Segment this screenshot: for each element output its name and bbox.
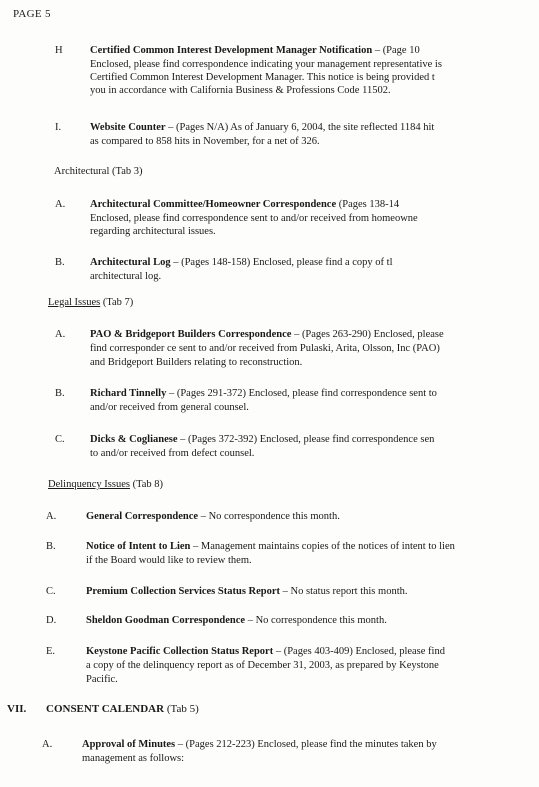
section-delinquency xyxy=(48,479,163,490)
section-architectural: Architectural (Tab 3) xyxy=(54,166,143,177)
item-letter: C. xyxy=(46,586,56,597)
item-inline-text: – (Pages 148-158) Enclosed, please find a copy of tl xyxy=(170,257,393,268)
item-title: Certified Common Interest Development Manager Notification xyxy=(90,45,373,56)
item-inline-text: – Management maintains copies of the notices of intent to lien xyxy=(190,541,455,552)
item-first-line xyxy=(90,387,520,401)
item-title: Website Counter xyxy=(90,122,166,133)
item-first-line xyxy=(90,121,520,135)
item-line: as compared to 858 hits in November, for a net of 326. xyxy=(90,136,320,147)
item-title: Approval of Minutes xyxy=(82,739,176,750)
item-inline-text: – No status report this month. xyxy=(280,586,408,597)
item-line: find corresponder ce sent to and/or received from Pulaski, Arita, Olsson, Inc (PAO) xyxy=(90,343,440,354)
item-line: Enclosed, please find correspondence indicating your management representative is xyxy=(90,59,442,70)
item-letter: E. xyxy=(46,646,56,657)
section-title: CONSENT CALENDAR xyxy=(46,703,165,715)
item-title: Premium Collection Services Status Report xyxy=(86,586,281,597)
item-inline-text: – (Pages N/A) As of January 6, 2004, the site reflected 1184 hit xyxy=(165,122,435,133)
section-title: Delinquency Issues xyxy=(48,479,130,490)
item-letter: I. xyxy=(55,122,62,133)
section-numeral: VII. xyxy=(7,703,27,715)
item-line: you in accordance with California Business & Professions Code 11502. xyxy=(90,85,391,96)
item-letter: C. xyxy=(55,434,65,445)
item-inline-text: (Pages 138-14 xyxy=(336,199,400,210)
item-title: PAO & Bridgeport Builders Correspondence xyxy=(90,329,292,340)
item-letter: A. xyxy=(55,199,66,210)
item-first-line xyxy=(86,645,520,659)
item-inline-text: – No correspondence this month. xyxy=(245,615,387,626)
item-line: regarding architectural issues. xyxy=(90,226,216,237)
item-letter: A. xyxy=(46,511,57,522)
item-letter: D. xyxy=(46,615,57,626)
page-number: PAGE 5 xyxy=(13,8,51,20)
section-title: Legal Issues xyxy=(48,297,101,308)
section-tab: (Tab 7) xyxy=(100,297,134,308)
item-line: Certified Common Interest Development Manager. This notice is being provided t xyxy=(90,72,435,83)
item-inline-text: – No correspondence this month. xyxy=(198,511,340,522)
item-line: architectural log. xyxy=(90,271,162,282)
item-inline-text: – (Pages 291-372) Enclosed, please find correspondence sent to xyxy=(166,388,437,399)
item-letter: B. xyxy=(46,541,56,552)
item-first-line xyxy=(90,328,520,342)
item-line: and Bridgeport Builders relating to reconstruction. xyxy=(90,357,303,368)
item-title: Sheldon Goodman Correspondence xyxy=(86,615,246,626)
section-tab: (Tab 8) xyxy=(129,479,164,490)
item-first-line xyxy=(90,198,520,212)
item-first-line xyxy=(90,256,520,270)
item-line: management as follows: xyxy=(82,753,185,764)
item-line: to and/or received from defect counsel. xyxy=(90,448,255,459)
item-letter: B. xyxy=(55,388,65,399)
item-inline-text: – (Pages 403-409) Enclosed, please find xyxy=(273,646,445,657)
item-line: and/or received from general counsel. xyxy=(90,402,249,413)
item-line: a copy of the delinquency report as of December 31, 2003, as prepared by Keystone xyxy=(86,660,439,671)
item-first-line xyxy=(86,510,520,524)
section-legal xyxy=(48,297,133,308)
item-title: General Correspondence xyxy=(86,511,199,522)
item-inline-text: – (Pages 372-392) Enclosed, please find correspondence sen xyxy=(177,434,435,445)
item-title: Architectural Log xyxy=(90,257,171,268)
item-letter: A. xyxy=(55,329,66,340)
item-inline-text: – (Pages 212-223) Enclosed, please find the minutes taken by xyxy=(175,739,437,750)
item-letter: B. xyxy=(55,257,65,268)
item-inline-text: – (Pages 263-290) Enclosed, please xyxy=(291,329,444,340)
item-first-line xyxy=(86,585,520,599)
item-first-line xyxy=(86,540,520,554)
item-title: Notice of Intent to Lien xyxy=(86,541,191,552)
item-first-line xyxy=(90,433,520,447)
item-first-line xyxy=(82,738,520,752)
item-letter: H xyxy=(55,45,63,56)
item-letter: A. xyxy=(42,739,53,750)
item-line: Pacific. xyxy=(86,674,118,685)
section-heading xyxy=(46,703,199,715)
item-title: Dicks & Coglianese xyxy=(90,434,178,445)
item-line: Enclosed, please find correspondence sent to and/or received from homeowne xyxy=(90,213,418,224)
item-title: Architectural Committee/Homeowner Correspondence xyxy=(90,199,337,210)
item-line: if the Board would like to review them. xyxy=(86,555,252,566)
item-first-line xyxy=(90,44,520,58)
item-first-line xyxy=(86,614,520,628)
item-inline-text: – (Page 10 xyxy=(372,45,420,56)
item-title: Richard Tinnelly xyxy=(90,388,167,399)
item-title: Keystone Pacific Collection Status Report xyxy=(86,646,274,657)
section-tab: (Tab 5) xyxy=(164,703,199,715)
